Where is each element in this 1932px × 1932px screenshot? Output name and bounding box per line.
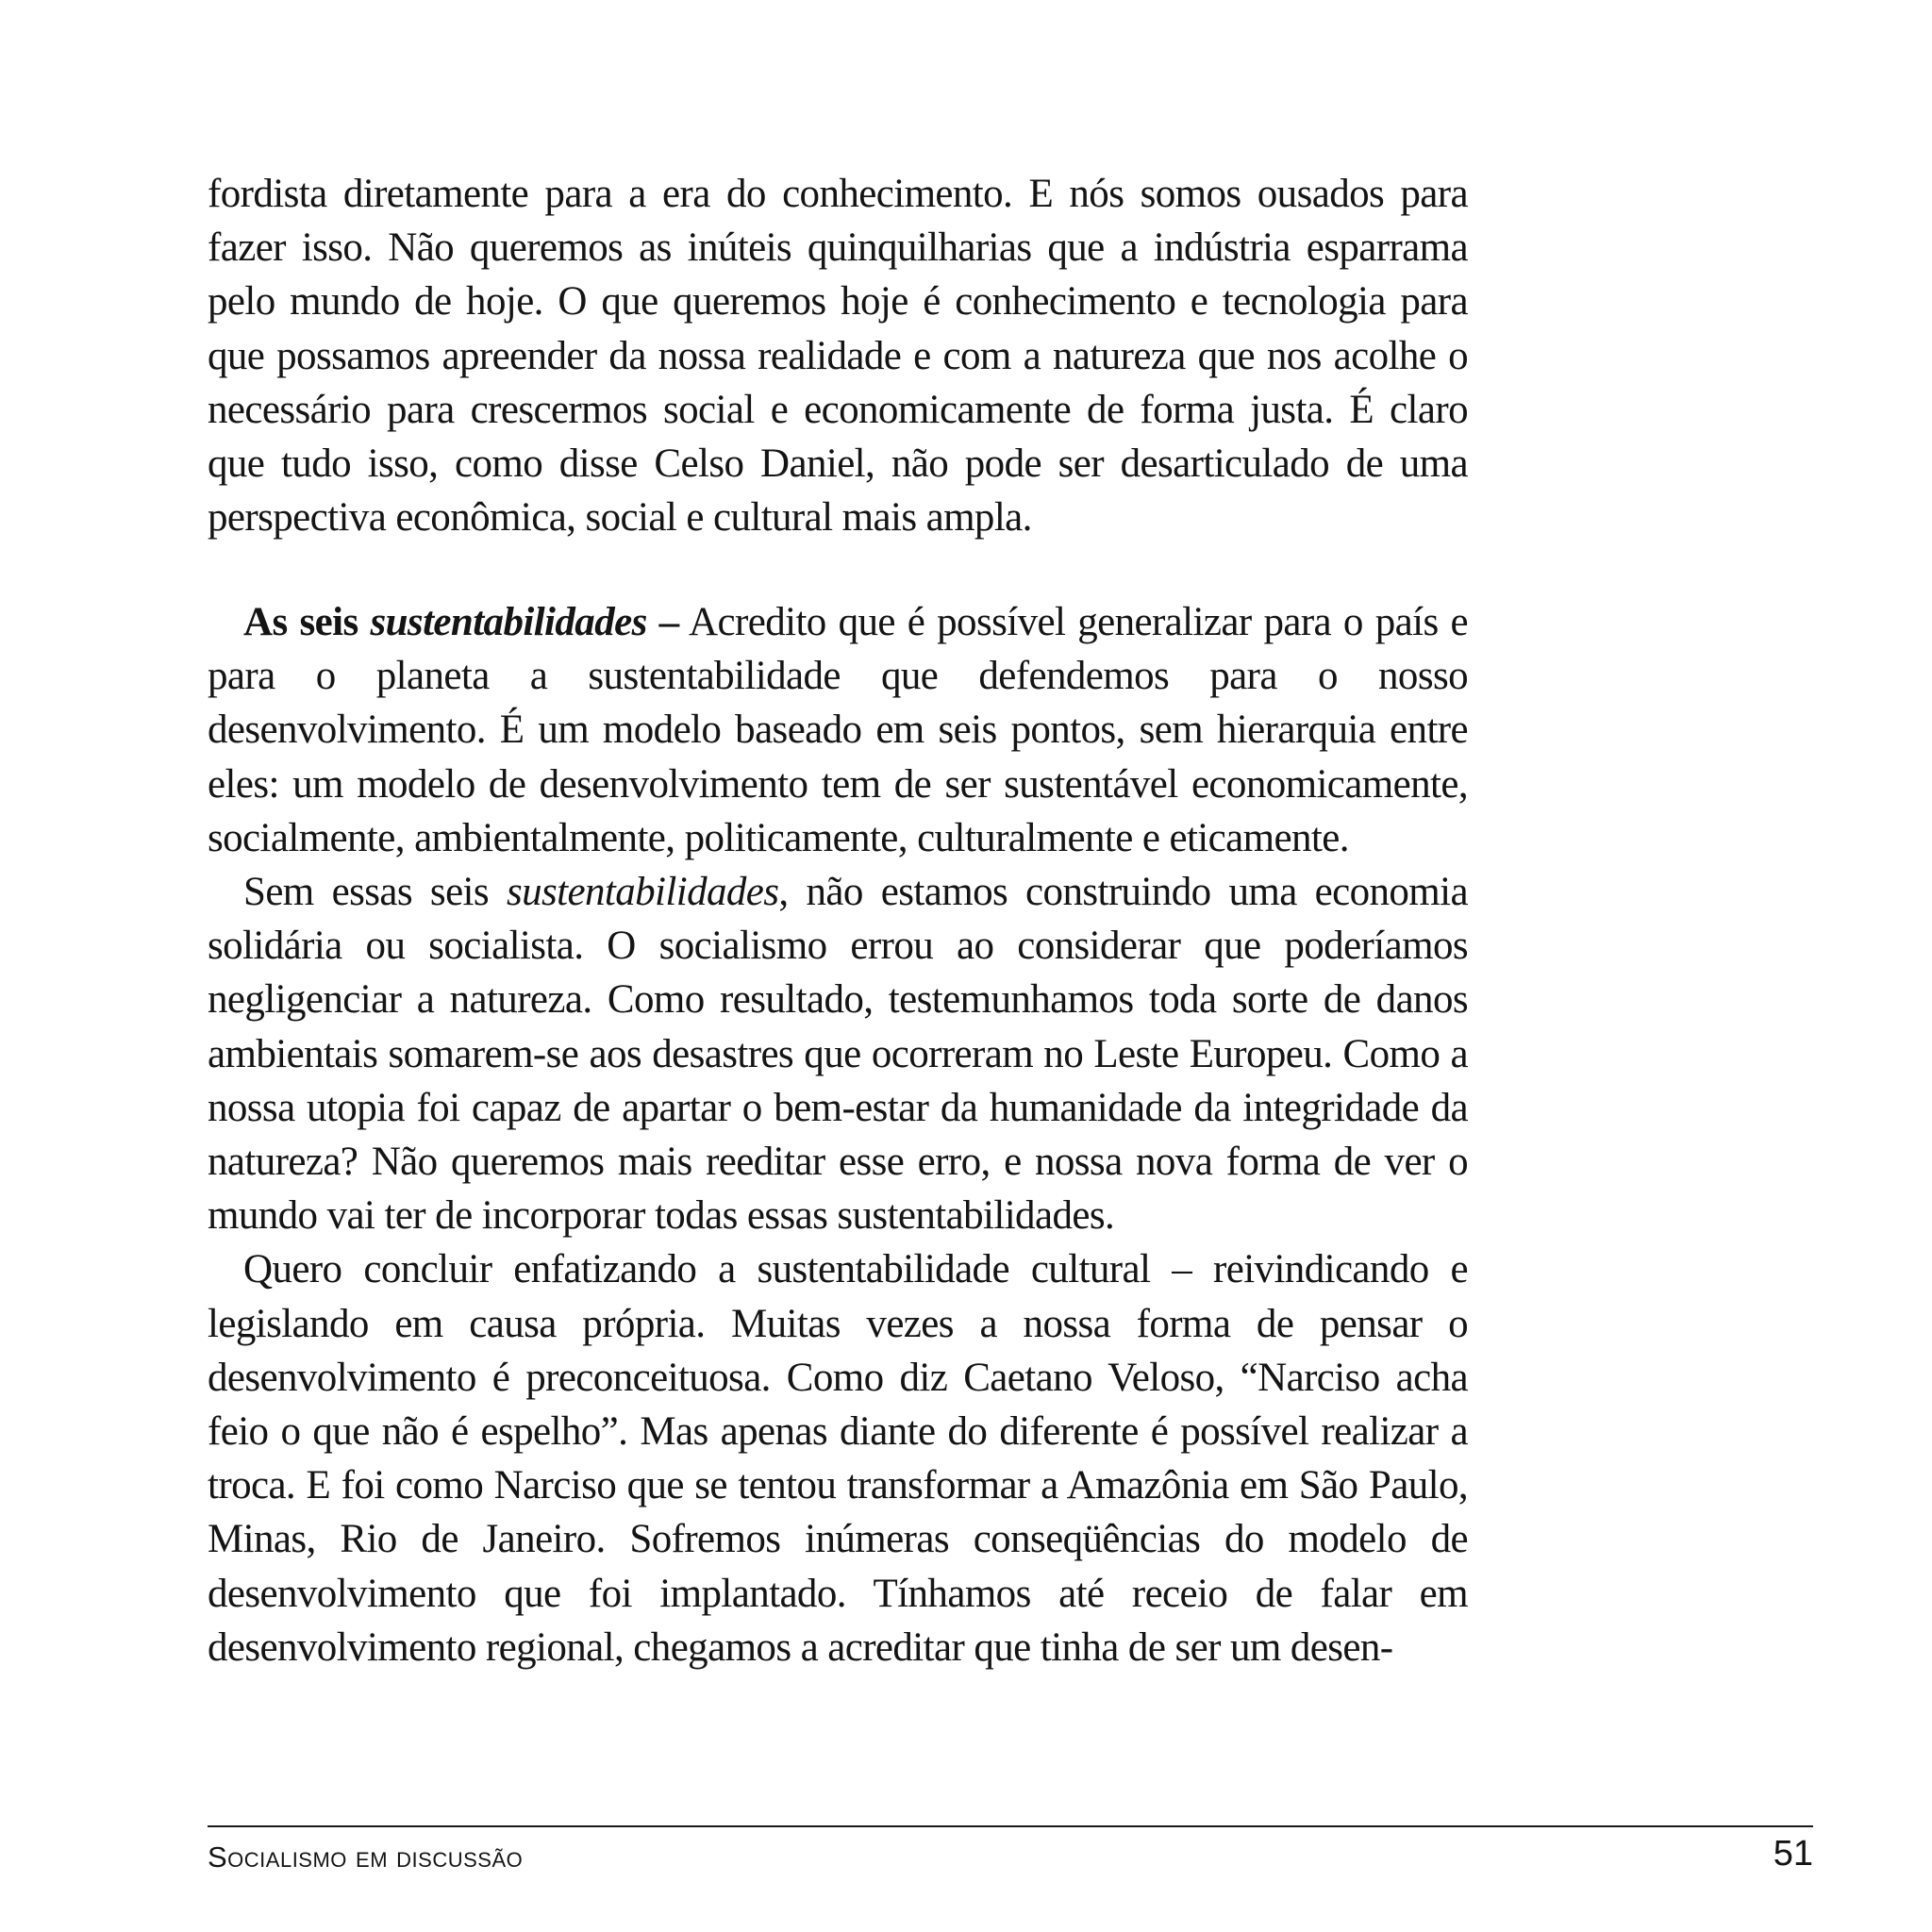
text-block-top xyxy=(208,167,1468,544)
section-heading-dash: – xyxy=(646,600,679,644)
section-paragraph xyxy=(208,595,1468,865)
paragraph-3-italic: sustentabilidades xyxy=(507,870,779,915)
section-heading-italic: sustentabilidades xyxy=(370,600,647,644)
footer-divider xyxy=(208,1825,1813,1827)
section-paragraph-text: Acredito que é possível generalizar para o país e para o planeta a sustentabilidade que defendemos para o nosso desenvolvimento. É um modelo baseado em seis pontos, sem hierarquia entre eles: um modelo de desenvolvimento tem de ser sustentável economicamente, socialmente, ambientalmente, politicamente, culturalmente e eticamente. xyxy=(208,600,1468,860)
paragraph-3-rest: , não estamos construindo uma economia solidária ou socialista. O socialismo errou ao considerar que poderíamos negligenciar a natureza. Como resultado, testemunhamos toda sorte de danos ambientais somarem-se aos desastres que ocorreram no Leste Europeu. Como a nossa utopia foi capaz de apartar o bem-estar da humanidade da integridade da natureza? Não queremos mais reeditar esse erro, e nossa nova forma de ver o mundo vai ter de incorporar todas essas sustentabilidades. xyxy=(208,870,1468,1239)
section-heading-plain: As seis xyxy=(243,600,371,644)
paragraph-cultural: Quero concluir enfatizando a sustentabilidade cultural – reivindicando e legislando em causa própria. Muitas vezes a nossa forma de pensar o desenvolvimento é preconceituosa. Como diz Caetano Veloso, “Narciso acha feio o que não é espelho”. Mas apenas diante do diferente é possível realizar a troca. E foi como Narciso que se tentou transformar a Amazônia em São Paulo, Minas, Rio de Janeiro. Sofremos inúmeras conseqüências do modelo de desenvolvimento que foi implantado. Tínhamos até receio de falar em desenvolvimento regional, chegamos a acreditar que tinha de ser um desen- xyxy=(208,1247,1468,1670)
paragraph-sustentabilidades xyxy=(208,865,1468,1242)
text-block-main xyxy=(208,595,1468,1674)
section-heading xyxy=(243,600,679,644)
page-number: 51 xyxy=(1773,1834,1813,1874)
paragraph-3-start: Sem essas seis xyxy=(243,870,507,915)
paragraph-continuation: fordista diretamente para a era do conhecimento. E nós somos ousados para fazer isso. Não queremos as inúteis quinquilharias que a indústria esparrama pelo mundo de hoje. O que queremos hoje é conhecimento e tecnologia para que possamos apreender da nossa realidade e com a natureza que nos acolhe o necessário para crescermos social e economicamente de forma justa. É claro que tudo isso, como disse Celso Daniel, não pode ser desarticulado de uma perspectiva econômica, social e cultural mais ampla. xyxy=(208,172,1468,541)
running-title: Socialismo em discussão xyxy=(208,1840,524,1874)
